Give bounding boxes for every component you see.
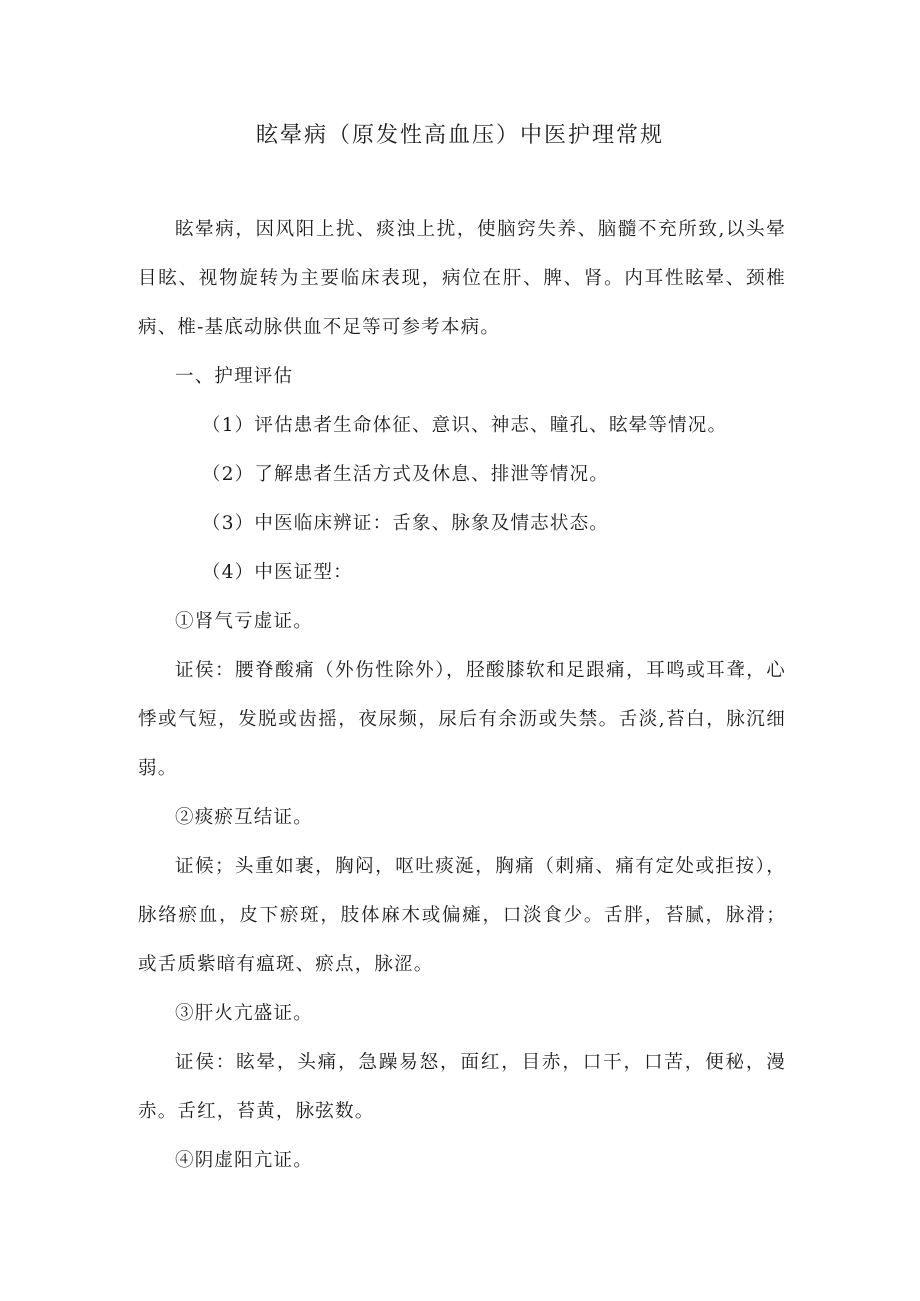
syndrome-symptoms-2: 证候；头重如裹，胸闷，呕吐痰涎，胸痛（刺痛、痛有定处或拒按），脉络瘀血，皮下瘀斑，肢体麻木或偏瘫，口淡食少。舌胖，苔腻，脉滑；或舌质紫暗有瘟斑、瘀点，脉涩。 — [138, 856, 786, 975]
syndrome-name-4: ④阴虚阳亢证。 — [175, 1150, 313, 1171]
intro-paragraph: 眩晕病，因风阳上扰、痰浊上扰，使脑窍失养、脑髓不充所致,以头晕目眩、视物旋转为主要临床表现，病位在肝、脾、肾。内耳性眩晕、颈椎病、椎-基底动脉供血不足等可参考本病。 — [138, 219, 786, 338]
assessment-item-3: （3）中医临床辨证：舌象、脉象及情志状态。 — [202, 513, 609, 534]
syndrome-name-3: ③肝火亢盛证。 — [175, 1003, 313, 1024]
syndrome-symptoms-1: 证侯：腰脊酸痛（外伤性除外），胫酸膝软和足跟痛，耳鸣或耳聋，心悸或气短，发脱或齿摇，夜尿频，尿后有余沥或失禁。舌淡,苔白，脉沉细弱。 — [138, 660, 786, 779]
document-title: 眩晕病（原发性高血压）中医护理常规 — [255, 123, 664, 148]
syndrome-name-1: ①肾气亏虚证。 — [175, 611, 313, 632]
assessment-item-4: （4）中医证型： — [202, 562, 353, 583]
document-body — [138, 205, 786, 1185]
syndrome-name-2: ②痰瘀互结证。 — [175, 807, 313, 828]
section-heading-assessment: 一、护理评估 — [175, 366, 294, 387]
assessment-item-1: （1）评估患者生命体征、意识、神志、瞳孔、眩晕等情况。 — [202, 415, 728, 436]
assessment-item-2: （2）了解患者生活方式及休息、排泄等情况。 — [202, 464, 609, 485]
syndrome-symptoms-3: 证侯：眩晕，头痛，急躁易怒，面红，目赤，口干，口苦，便秘，漫赤。舌红，苔黄，脉弦数。 — [138, 1052, 786, 1122]
